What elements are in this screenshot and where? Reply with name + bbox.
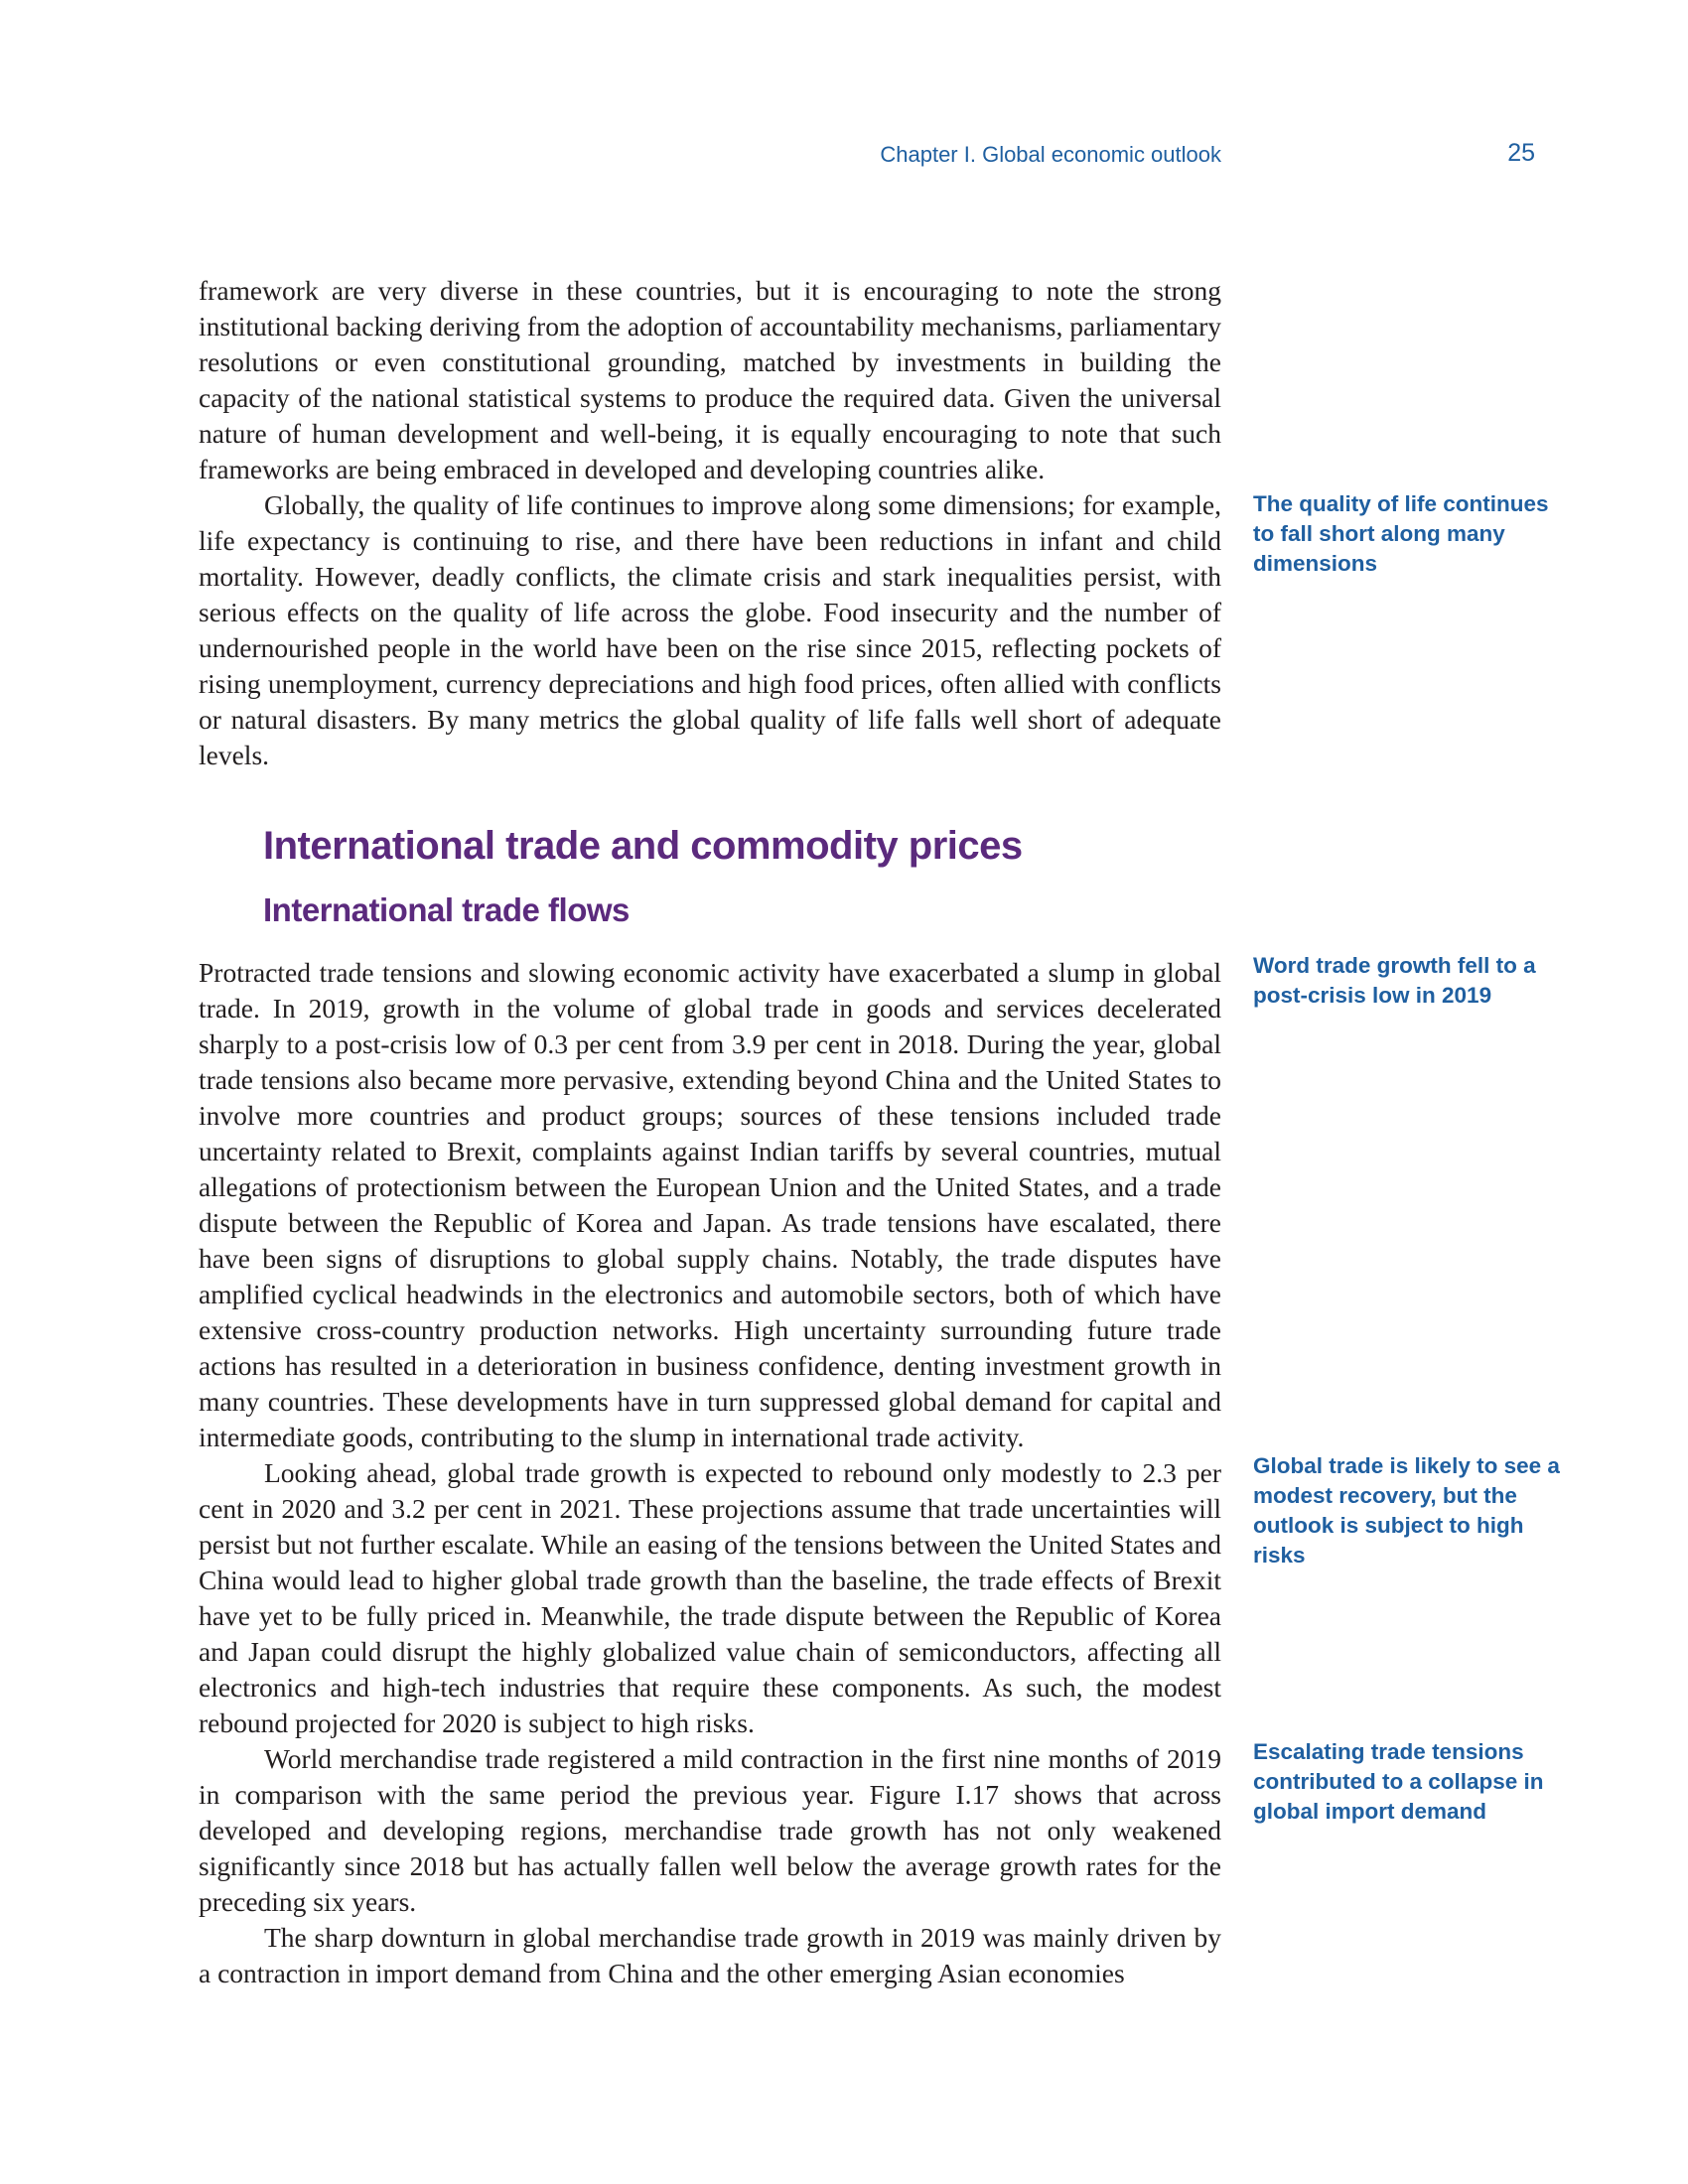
subsection-heading: International trade flows [263, 891, 630, 928]
page-number: 25 [1507, 139, 1535, 167]
paragraph: framework are very diverse in these countries, but it is encouraging to note the strong institutional backing deriving from the adoption of accountability mechanisms, parliamentary resolutions or even constitutional grounding, matched by investments in building the capacity of the national statistical systems to produce the required data. Given the universal nature of human development and well-being, it is equally encouraging to note that such frameworks are being embraced in developed and developing countries alike. [199, 275, 1221, 484]
paragraph: World merchandise trade registered a mild contraction in the first nine months of 2019 in comparison with the same period the previous year. Figure I.17 shows that across developed and developing regions, merchandise trade growth has not only weakened significantly since 2018 but has actually fallen well below the average growth rates for the preceding six years. [199, 1743, 1221, 1917]
body-text-block [199, 273, 1221, 773]
margin-note: Word trade growth fell to a post-crisis low in 2019 [1253, 953, 1536, 1008]
margin-note: Escalating trade tensions contributed to a collapse in global import demand [1253, 1739, 1544, 1824]
body-text-block [199, 955, 1221, 1991]
running-head: Chapter I. Global economic outlook [880, 142, 1221, 167]
margin-note: The quality of life continues to fall short along many dimensions [1253, 491, 1549, 576]
margin-note: Global trade is likely to see a modest recovery, but the outlook is subject to high risks [1253, 1453, 1560, 1568]
section-heading: International trade and commodity prices [263, 824, 1023, 868]
paragraph: Globally, the quality of life continues to improve along some dimensions; for example, life expectancy is continuing to rise, and there have been reductions in infant and child mortality. However, deadly conflicts, the climate crisis and stark inequalities persist, with serious effects on the quality of life across the globe. Food insecurity and the number of undernourished people in the world have been on the rise since 2015, reflecting pockets of rising unemployment, currency depreciations and high food prices, often allied with conflicts or natural disasters. By many metrics the global quality of life falls well short of adequate levels. [199, 489, 1221, 770]
paragraph: Protracted trade tensions and slowing economic activity have exacerbated a slump in global trade. In 2019, growth in the volume of global trade in goods and services decelerated sharply to a post-crisis low of 0.3 per cent from 3.9 per cent in 2018. During the year, global trade tensions also became more pervasive, extending beyond China and the United States to involve more countries and product groups; sources of these tensions included trade uncertainty related to Brexit, complaints against Indian tariffs by several countries, mutual allegations of protectionism between the European Union and the United States, and a trade dispute between the Republic of Korea and Japan. As trade tensions have escalated, there have been signs of disruptions to global supply chains. Notably, the trade disputes have amplified cyclical headwinds in the electronics and automobile sectors, both of which have extensive cross-country production networks. High uncertainty surrounding future trade actions has resulted in a deterioration in business confidence, denting investment growth in many countries. These developments have in turn suppressed global demand for capital and intermediate goods, contributing to the slump in international trade activity. [199, 957, 1221, 1452]
paragraph: The sharp downturn in global merchandise trade growth in 2019 was mainly driven by a contraction in import demand from China and the other emerging Asian economies [199, 1922, 1221, 1988]
paragraph: Looking ahead, global trade growth is expected to rebound only modestly to 2.3 per cent in 2020 and 3.2 per cent in 2021. These projections assume that trade uncertainties will persist but not further escalate. While an easing of the tensions between the United States and China would lead to higher global trade growth than the baseline, the trade effects of Brexit have yet to be fully priced in. Meanwhile, the trade dispute between the Republic of Korea and Japan could disrupt the highly globalized value chain of semiconductors, affecting all electronics and high-tech industries that require these components. As such, the modest rebound projected for 2020 is subject to high risks. [199, 1457, 1221, 1738]
